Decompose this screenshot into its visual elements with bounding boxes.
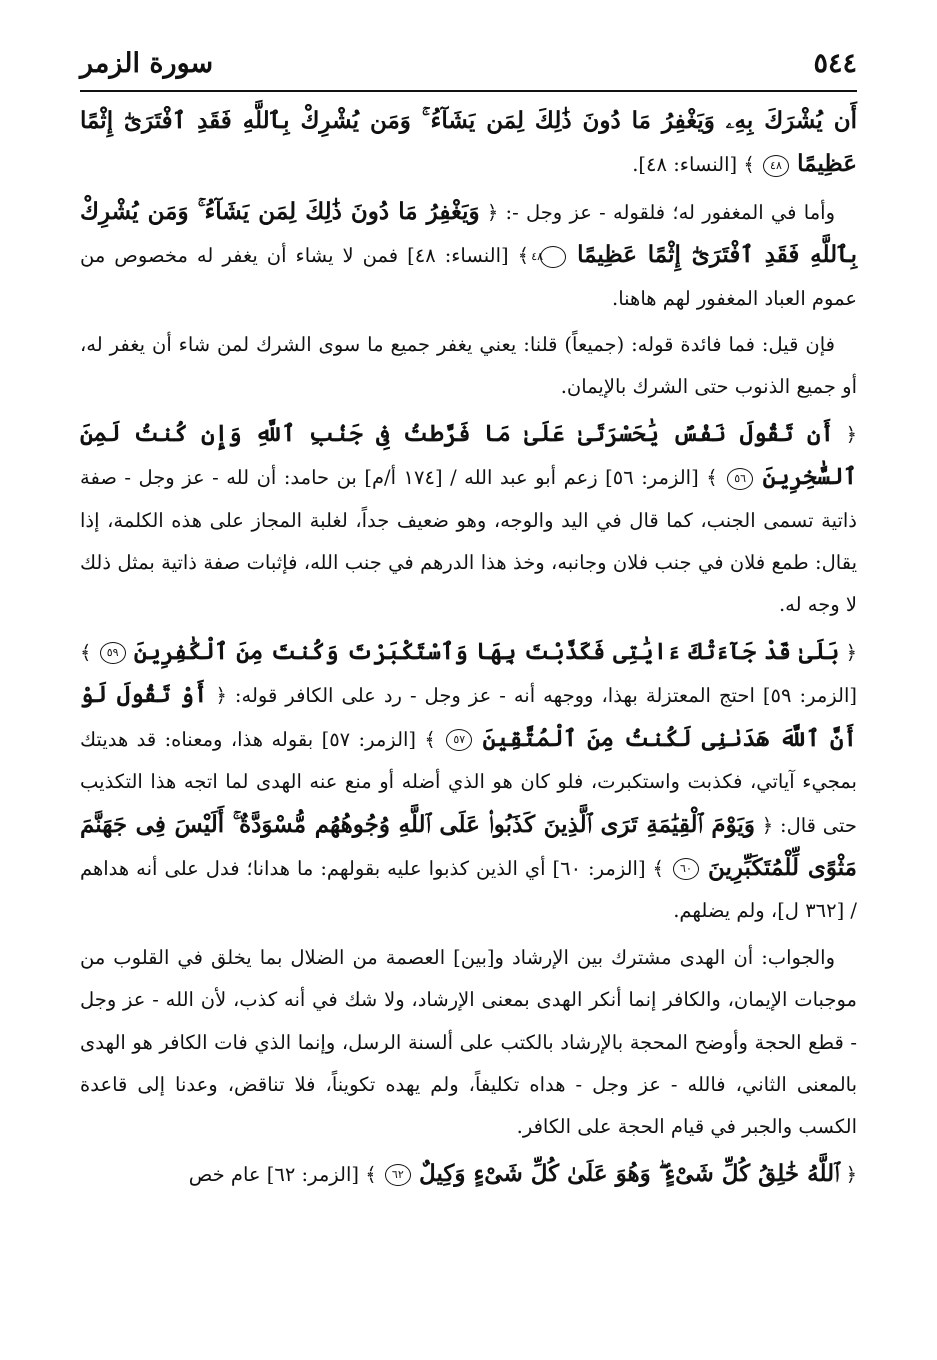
verse-text: أَوْ تَقُولَ لَوْ أَنَّ ٱللَّهَ هَدَىٰنِى لَكُنتُ مِنَ ٱلْمُتَّقِينَ (80, 681, 858, 752)
commentary-text: وأما في المغفور له؛ فلقوله - عز وجل -: ﴿ (479, 200, 835, 224)
verse-text: وَيَوْمَ ٱلْقِيَٰمَةِ تَرَى ٱلَّذِينَ كَذَبُوا۟ عَلَى ٱللَّهِ وُجُوهُهُم مُّسْوَدَّةٌ ۚ أَلَيْسَ فِى جَهَنَّمَ مَثْوًى لِّلْمُتَكَبِّرِينَ (80, 810, 857, 881)
verse-text: وَيَغْفِرُ مَا دُونَ ذَٰلِكَ لِمَن يَشَآءُ ۚ وَمَن يُشْرِكْ بِٱللَّهِ فَقَدِ ٱفْتَرَىٰٓ إِثْمًا عَظِيمًا (80, 197, 858, 269)
commentary-text: ﴿ (833, 422, 858, 446)
commentary-text: ﴿ (839, 1162, 857, 1186)
surah-title: سورة الزمر (80, 47, 214, 79)
commentary-text: ﴿ (839, 640, 858, 664)
commentary-text: ﴾ [الزمر: ٥٧] بقوله هذا، ومعناه: قد هديتك بمجيء آياتي، فكذبت واستكبرت، فلو كان هو الذي أضله أو منع عنه الهدى لما اتجه هذا التكذيب حتى قال: ﴿ (80, 727, 857, 837)
page-number: ٥٤٤ (813, 47, 857, 79)
header-divider (80, 90, 857, 92)
ayah-number-icon: ٤٨ (540, 246, 566, 268)
paragraph-5 (80, 631, 857, 933)
verse-text: أَن تَقُولَ نَفْسٌ يَٰحَسْرَتَىٰ عَلَىٰ مَا فَرَّطتُ فِى جَنۢبِ ٱللَّهِ وَإِن كُنتُ لَمِنَ ٱلسَّٰخِرِينَ (80, 419, 858, 491)
page-header (80, 38, 857, 88)
paragraph-4 (80, 413, 857, 627)
ayah-number-icon: ٥٧ (446, 729, 472, 751)
ayah-number-icon: ٥٩ (100, 642, 126, 664)
ayah-number-icon: ٤٨ (763, 155, 789, 177)
paragraph-1 (80, 100, 857, 187)
commentary-text: ﴾ [النساء: ٤٨] فمن لا يشاء أن يغفر له مخصوص من عموم العباد المغفور لهم هاهنا. (80, 244, 857, 310)
ayah-number-icon: ٥٦ (727, 468, 753, 490)
paragraph-3 (80, 324, 857, 409)
verse-text: ٱللَّهُ خَٰلِقُ كُلِّ شَىْءٍ ۖ وَهُوَ عَلَىٰ كُلِّ شَىْءٍ وَكِيلٌ (419, 1159, 840, 1187)
paragraph-2 (80, 191, 857, 320)
commentary-text: ﴾ [الزمر: ٦٢] عام خص (188, 1162, 377, 1186)
verse-text: بَلَىٰ قَدْ جَآءَتْكَ ءَايَٰتِى فَكَذَّبْتَ بِهَا وَٱسْتَكْبَرْتَ وَكُنتَ مِنَ ٱلْكَٰفِرِينَ (133, 637, 840, 665)
book-page (80, 0, 857, 1360)
commentary-text: ﴾ [النساء: ٤٨]. (632, 153, 755, 177)
page-body (80, 100, 857, 1200)
commentary-text: والجواب: أن الهدى مشترك بين الإرشاد و[بين] العصمة من الضلال بما يخلق في القلوب من موجبات الإيمان، والكافر إنما أنكر الهدى بمعنى الإرشاد، ولا شك في أنه كذب، لأن الله - عز وجل - قطع الحجة وأوضح المحجة بالإرشاد بالكتب على ألسنة الرسل، وإنما الذي فات الكافر هو الهدى بالمعنى الثاني، فالله - عز وجل - هداه تكليفاً، ولم يهده تكويناً، فلا تناقض، وعدنا إلى قاعدة الكسب والجبر في قيام الحجة على الكافر. (80, 945, 857, 1139)
commentary-text: ﴾ [الزمر: ٦٠] أي الذين كذبوا عليه بقولهم: ما هدانا؛ فدل على أنه هداهم / [٣٦٢ ل]، ولم يضلهم. (80, 856, 857, 923)
paragraph-7 (80, 1153, 857, 1196)
ayah-number-icon: ٦٠ (673, 858, 699, 880)
verse-text: أَن يُشْرَكَ بِهِۦ وَيَغْفِرُ مَا دُونَ ذَٰلِكَ لِمَن يَشَآءُ ۚ وَمَن يُشْرِكْ بِٱللَّهِ فَقَدِ ٱفْتَرَىٰٓ إِثْمًا عَظِيمًا (80, 107, 857, 178)
commentary-text: فإن قيل: فما فائدة قوله: (جميعاً) قلنا: يعني يغفر جميع ما سوى الشرك لمن شاء أن يغفر له، أو جميع الذنوب حتى الشرك بالإيمان. (80, 333, 857, 399)
commentary-text: ﴾ [الزمر: ٥٩] احتج المعتزلة بهذا، ووجهه أنه - عز وجل - رد على الكافر قوله: ﴿ (80, 640, 858, 708)
paragraph-6 (80, 937, 857, 1149)
commentary-text: ﴾ [الزمر: ٥٦] زعم أبو عبد الله / [١٧٤ أ/م] بن حامد: أن لله - عز وجل - صفة ذاتية تسمى الجنب، كما قال في اليد والوجه، وهو ضعيف جداً، لغلبة المجاز على هذه الكلمة، إذا يقال: طمع فلان في جنب فلان وجانبه، وخذ هذا الدرهم في جنب الله، فإثبات صفة ذاتية بمثل ذلك لا وجه له. (80, 466, 857, 617)
ayah-number-icon: ٦٢ (385, 1164, 411, 1186)
